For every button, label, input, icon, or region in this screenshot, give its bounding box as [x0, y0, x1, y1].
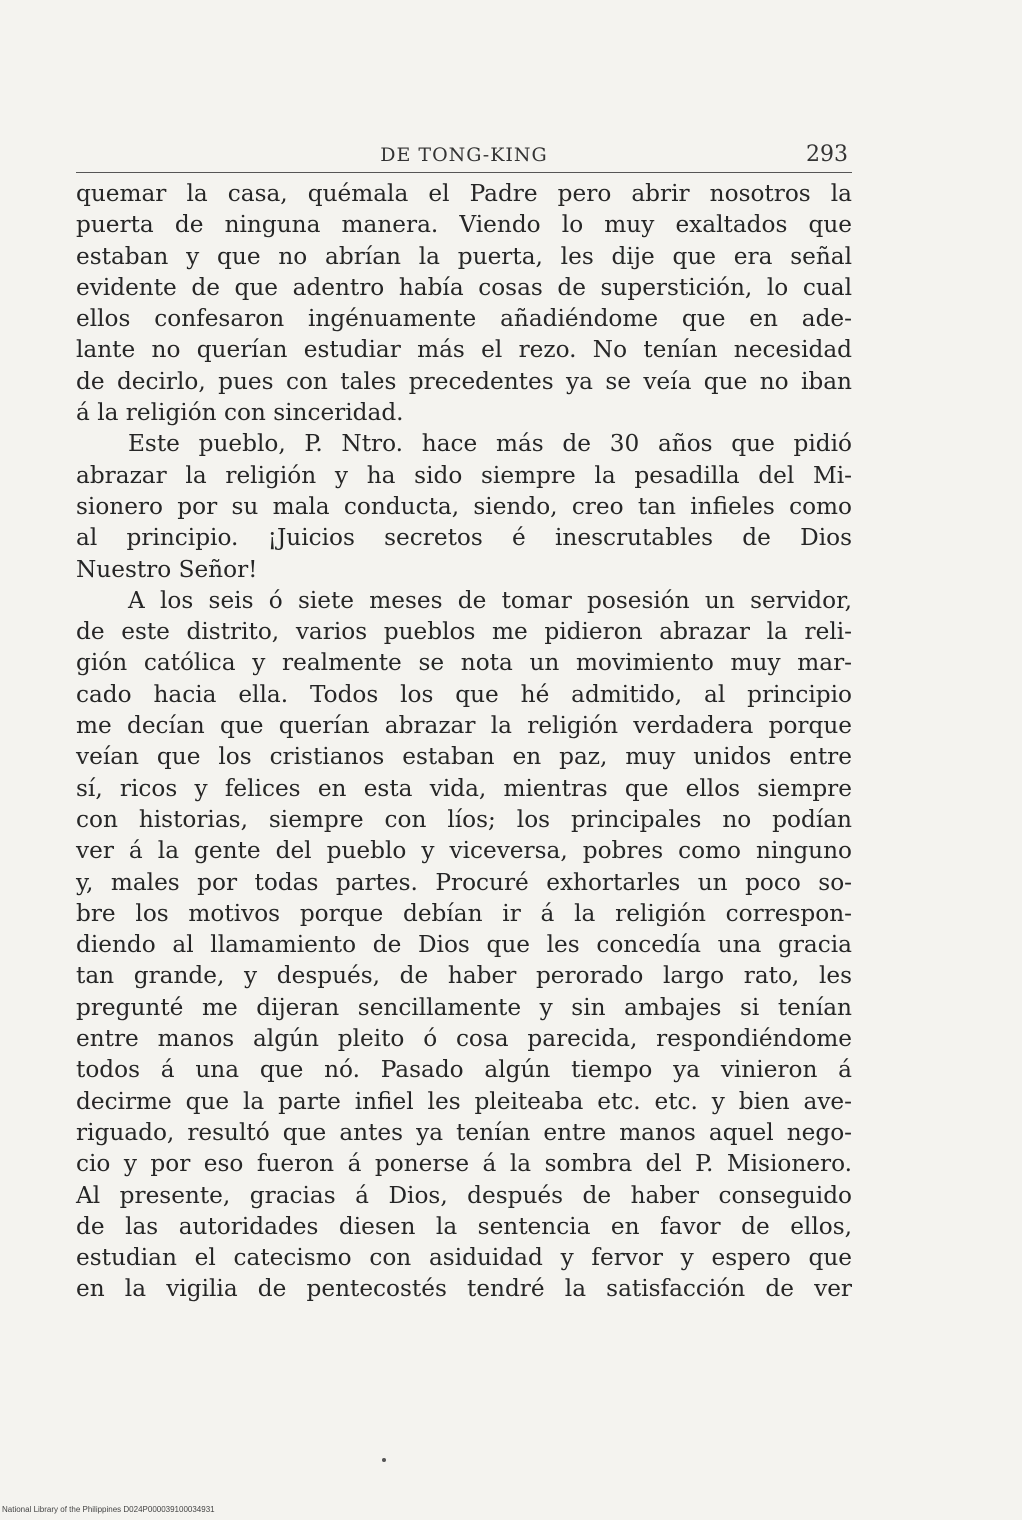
text-line: quemar la casa, quémala el Padre pero abrir nosotros la — [76, 180, 852, 207]
text-line: gión católica y realmente se nota un movimiento muy mar- — [76, 649, 852, 677]
text-line: Nuestro Señor! — [76, 555, 258, 583]
text-line: estaban y que no abrían la puerta, les dije que era señal — [76, 242, 852, 270]
text-line: riguado, resultó que antes ya tenían entre manos aquel nego- — [76, 1118, 852, 1146]
text-line: á la religión con sinceridad. — [76, 399, 404, 427]
text-line: abrazar la religión y ha sido siempre la pesadilla del Mi- — [76, 461, 852, 489]
text-line: entre manos algún pleito ó cosa parecida, respondiéndome — [76, 1025, 852, 1053]
text-line: puerta de ninguna manera. Viendo lo muy exaltados que — [76, 211, 852, 239]
text-line: Este pueblo, P. Ntro. hace más de 30 años que pidió — [128, 430, 852, 458]
text-line: sionero por su mala conducta, siendo, creo tan infieles como — [76, 492, 852, 520]
text-line: lante no querían estudiar más el rezo. No tenían necesidad — [76, 336, 852, 364]
text-line: pregunté me dijeran sencillamente y sin ambajes si tenían — [76, 993, 852, 1021]
running-head: DE TONG-KING — [380, 144, 548, 166]
text-line: con historias, siempre con líos; los principales no podían — [76, 805, 852, 833]
text-line: en la vigilia de pentecostés tendré la satisfacción de ver — [76, 1275, 852, 1303]
scan-speck — [382, 1458, 386, 1462]
text-line: evidente de que adentro había cosas de superstición, lo cual — [76, 273, 852, 301]
text-line: estudian el catecismo con asiduidad y fervor y espero que — [76, 1244, 852, 1272]
page-header — [76, 138, 852, 173]
text-line: cio y por eso fueron á ponerse á la sombra del P. Misionero. — [76, 1150, 852, 1178]
text-line: veían que los cristianos estaban en paz, muy unidos entre — [76, 743, 852, 771]
page-number: 293 — [806, 142, 848, 167]
text-line: cado hacia ella. Todos los que hé admitido, al principio — [76, 680, 852, 708]
text-line: de este distrito, varios pueblos me pidieron abrazar la reli- — [76, 618, 852, 646]
text-line: sí, ricos y felices en esta vida, mientras que ellos siempre — [76, 774, 852, 802]
text-line: Al presente, gracias á Dios, después de haber conseguido — [76, 1181, 852, 1209]
text-line: al principio. ¡Juicios secretos é inescrutables de Dios — [76, 524, 852, 552]
text-line: bre los motivos porque debían ir á la religión correspon- — [76, 899, 852, 927]
text-line: ellos confesaron ingénuamente añadiéndome que en ade- — [76, 305, 852, 333]
text-line: decirme que la parte infiel les pleiteaba etc. etc. y bien ave- — [76, 1087, 852, 1115]
text-line: tan grande, y después, de haber perorado largo rato, les — [76, 962, 852, 990]
text-line: ver á la gente del pueblo y viceversa, pobres como ninguno — [76, 837, 852, 865]
text-line: y, males por todas partes. Procuré exhortarles un poco so- — [76, 868, 852, 896]
text-line: me decían que querían abrazar la religión verdadera porque — [76, 712, 852, 740]
text-line: A los seis ó siete meses de tomar posesión un servidor, — [128, 586, 852, 614]
text-line: diendo al llamamiento de Dios que les concedía una gracia — [76, 931, 852, 959]
scan-footer: National Library of the Philippines D024P000039100034931 — [2, 1505, 215, 1514]
text-line: de decirlo, pues con tales precedentes ya se veía que no iban — [76, 367, 852, 395]
text-line: de las autoridades diesen la sentencia en favor de ellos, — [76, 1212, 852, 1240]
text-line: todos á una que nó. Pasado algún tiempo ya vinieron á — [76, 1056, 852, 1084]
body-text — [76, 178, 852, 1305]
